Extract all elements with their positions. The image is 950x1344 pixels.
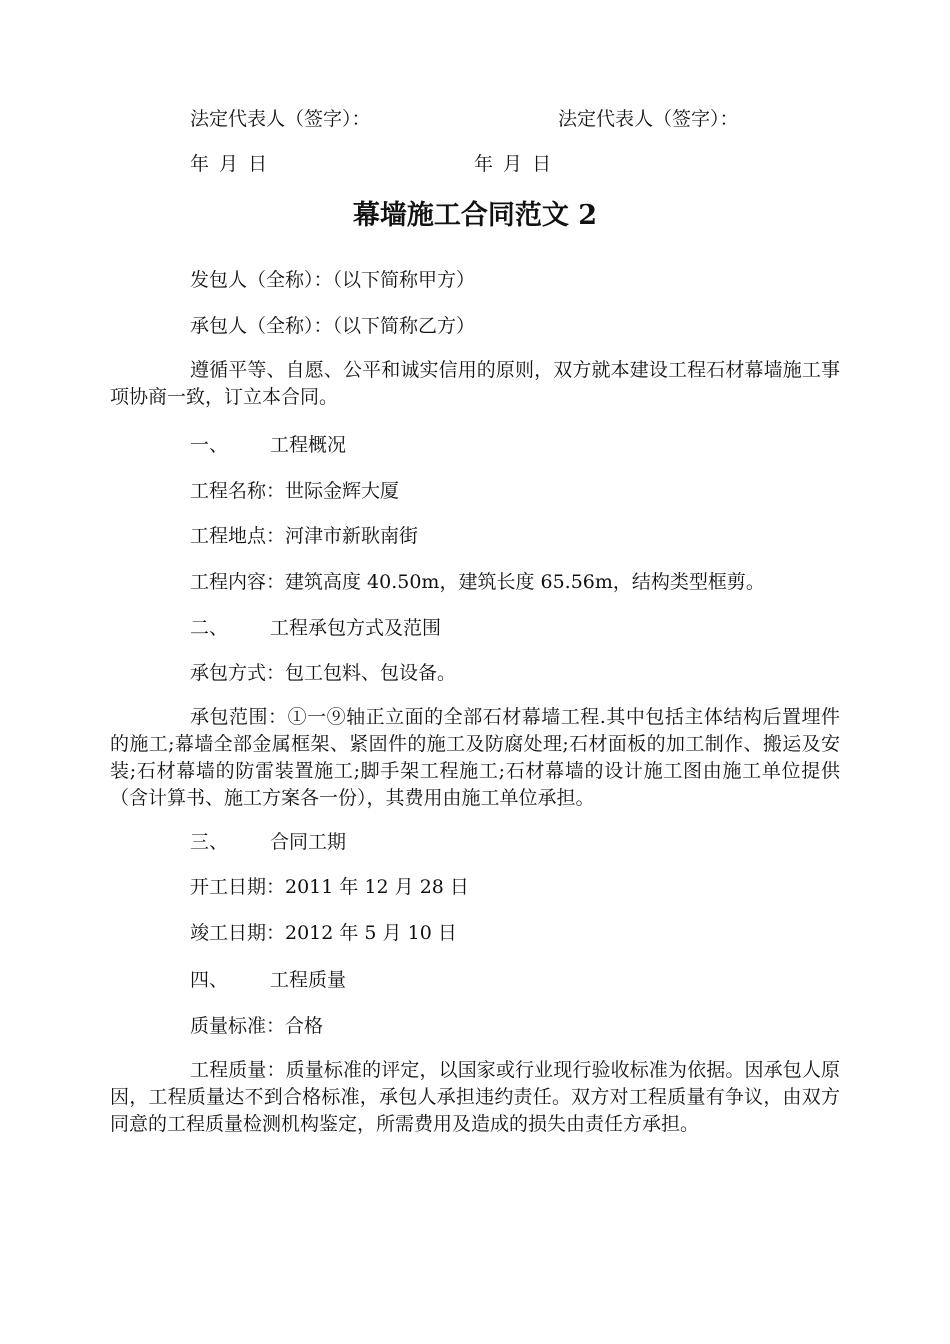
contract-scope-paragraph: 承包范围：①一⑨轴正立面的全部石材幕墙工程.其中包括主体结构后置埋件的施工;幕墙全部金属框架、紧固件的施工及防腐处理;石材面板的加工制作、搬运及安装;石材幕墙的防雷装置施工;脚手架工程施工;石材幕墙的设计施工图由施工单位提供（含计算书、施工方案各一份），其费用由施工单位承担。 bbox=[110, 706, 840, 809]
section-title: 工程概况 bbox=[270, 434, 347, 456]
right-signature-date: 年 月 日 bbox=[474, 153, 552, 175]
document-title: 幕墙施工合同范文 2 bbox=[352, 200, 598, 231]
end-date-line: 竣工日期：2012 年 5 月 10 日 bbox=[190, 922, 457, 944]
section-title: 工程质量 bbox=[270, 969, 347, 991]
section-heading-2 bbox=[190, 615, 441, 641]
section-heading-1 bbox=[190, 432, 346, 458]
section-number: 一、 bbox=[190, 434, 229, 456]
section-number: 四、 bbox=[190, 969, 229, 991]
project-content-line: 工程内容：建筑高度 40.50m，建筑长度 65.56m，结构类型框剪。 bbox=[190, 571, 765, 593]
employer-line: 发包人（全称）：（以下简称甲方） bbox=[190, 269, 476, 291]
quality-standard-line: 质量标准：合格 bbox=[190, 1015, 324, 1037]
section-title: 工程承包方式及范围 bbox=[270, 617, 442, 639]
quality-paragraph: 工程质量：质量标准的评定，以国家或行业现行验收标准为依据。因承包人原因，工程质量达不到合格标准，承包人承担违约责任。双方对工程质量有争议，由双方同意的工程质量检测机构鉴定，所需费用及造成的损失由责任方承担。 bbox=[110, 1059, 840, 1135]
left-signature-date: 年 月 日 bbox=[190, 153, 268, 175]
right-signature-label: 法定代表人（签字）： bbox=[558, 108, 739, 130]
preamble-paragraph: 遵循平等、自愿、公平和诚实信用的原则，双方就本建设工程石材幕墙施工事项协商一致，订立本合同。 bbox=[110, 359, 840, 408]
project-location-line: 工程地点：河津市新耿南街 bbox=[190, 525, 419, 547]
section-number: 三、 bbox=[190, 831, 229, 853]
section-heading-4 bbox=[190, 967, 346, 993]
section-number: 二、 bbox=[190, 617, 229, 639]
section-heading-3 bbox=[190, 829, 346, 855]
start-date-line: 开工日期：2011 年 12 月 28 日 bbox=[190, 876, 469, 898]
contractor-line: 承包人（全称）：（以下简称乙方） bbox=[190, 315, 476, 337]
project-name-line: 工程名称：世际金辉大厦 bbox=[190, 480, 400, 502]
section-title: 合同工期 bbox=[270, 831, 347, 853]
left-signature-label: 法定代表人（签字）： bbox=[190, 108, 371, 130]
contract-method-line: 承包方式：包工包料、包设备。 bbox=[190, 662, 457, 684]
